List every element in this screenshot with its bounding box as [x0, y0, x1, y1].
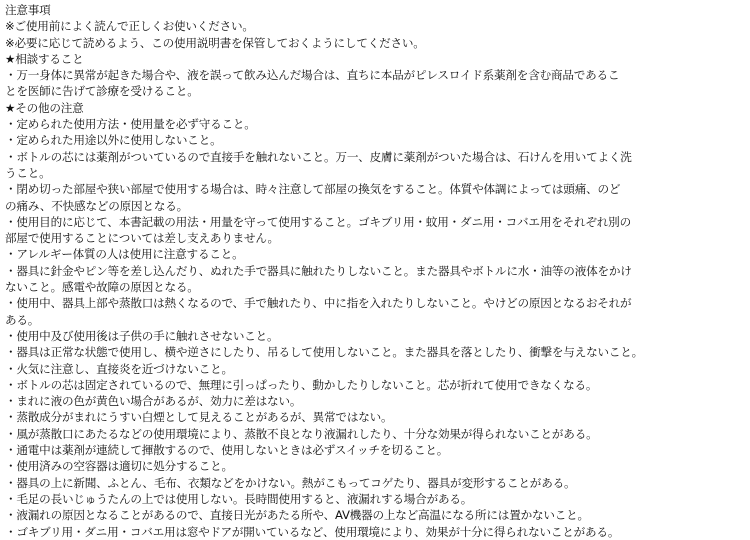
text-line: 部屋で使用することについては差し支えありません。 [5, 231, 279, 246]
text-line: ・万一身体に異常が起きた場合や、液を誤って飲み込んだ場合は、直ちに本品がピレスロイド系薬剤を含む商品であるこ [5, 68, 620, 83]
text-line: ・毛足の長いじゅうたんの上では使用しない。長時間使用すると、液漏れする場合がある。 [5, 491, 473, 506]
text-line: ・定められた用途以外に使用しないこと。 [5, 133, 222, 148]
text-line: ★その他の注意 [5, 100, 84, 115]
text-line: ・ゴキブリ用・ダニ用・コバエ用は窓やドアが開いているなど、使用環境により、効果が十分に得られないことがある。 [5, 524, 620, 539]
text-line: ある。 [5, 312, 40, 327]
text-line: ※必要に応じて読めるよう、この使用説明書を保管しておくようにしてください。 [5, 35, 425, 50]
text-line: ・ボトルの芯には薬剤がついているので直接手を触れないこと。万一、皮膚に薬剤がついた場合は、石けんを用いてよく洗 [5, 149, 632, 164]
text-line: ・使用中、器具上部や蒸散口は熱くなるので、手で触れたり、中に指を入れたりしないこと。やけどの原因となるおそれが [5, 296, 632, 311]
text-line: ・器具に針金やピン等を差し込んだり、ぬれた手で器具に触れたりしないこと。また器具やボトルに水・油等の液体をかけ [5, 263, 632, 278]
text-line: の痛み、不快感などの原因となる。 [5, 198, 188, 213]
text-line: ないこと。感電や故障の原因となる。 [5, 280, 199, 295]
text-line: ・液漏れの原因となることがあるので、直接日光があたる所や、AV機器の上など高温になる所には置かないこと。 [5, 508, 589, 523]
text-line: ※ご使用前によく読んで正しくお使いください。 [5, 19, 254, 34]
text-line: ・使用目的に応じて、本書記載の用法・用量を守って使用すること。ゴキブリ用・蚊用・ダニ用・コバエ用をそれぞれ別の [5, 214, 631, 229]
text-line: ・使用済みの空容器は適切に処分すること。 [5, 459, 233, 474]
text-line: ・火気に注意し、直接炎を近づけないこと。 [5, 361, 233, 376]
text-line: ・器具の上に新聞、ふとん、毛布、衣類などをかけない。熱がこもってコゲたり、器具が変形することがある。 [5, 475, 576, 490]
text-line: とを医師に告げて診療を受けること。 [5, 84, 199, 99]
caution-document [5, 2, 745, 540]
text-line: ★相談すること [5, 51, 84, 66]
text-line: ・閉め切った部屋や狭い部屋で使用する場合は、時々注意して部屋の換気をすること。体質や体調によっては頭痛、のど [5, 182, 621, 197]
text-line: ・通電中は薬剤が連続して揮散するので、使用しないときは必ずスイッチを切ること。 [5, 443, 449, 458]
text-line: ・まれに液の色が黄色い場合があるが、効力に差はない。 [5, 394, 302, 409]
text-line: ・風が蒸散口にあたるなどの使用環境により、蒸散不良となり液漏れしたり、十分な効果が得られないことがある。 [5, 426, 598, 441]
text-line: ・蒸散成分がまれにうすい白煙として見えることがあるが、異常ではない。 [5, 410, 393, 425]
text-line: うこと。 [5, 165, 51, 180]
document-title: 注意事項 [5, 3, 51, 17]
text-line: ・定められた使用方法・使用量を必ず守ること。 [5, 117, 256, 132]
text-line: ・器具は正常な状態で使用し、横や逆さにしたり、吊るして使用しないこと。また器具を落としたり、衝撃を与えないこと。 [5, 345, 644, 360]
text-line: ・使用中及び使用後は子供の手に触れさせないこと。 [5, 328, 279, 343]
text-line: ・ボトルの芯は固定されているので、無理に引っぱったり、動かしたりしないこと。芯が折れて使用できなくなる。 [5, 377, 598, 392]
text-line: ・アレルギー体質の人は使用に注意すること。 [5, 247, 244, 262]
